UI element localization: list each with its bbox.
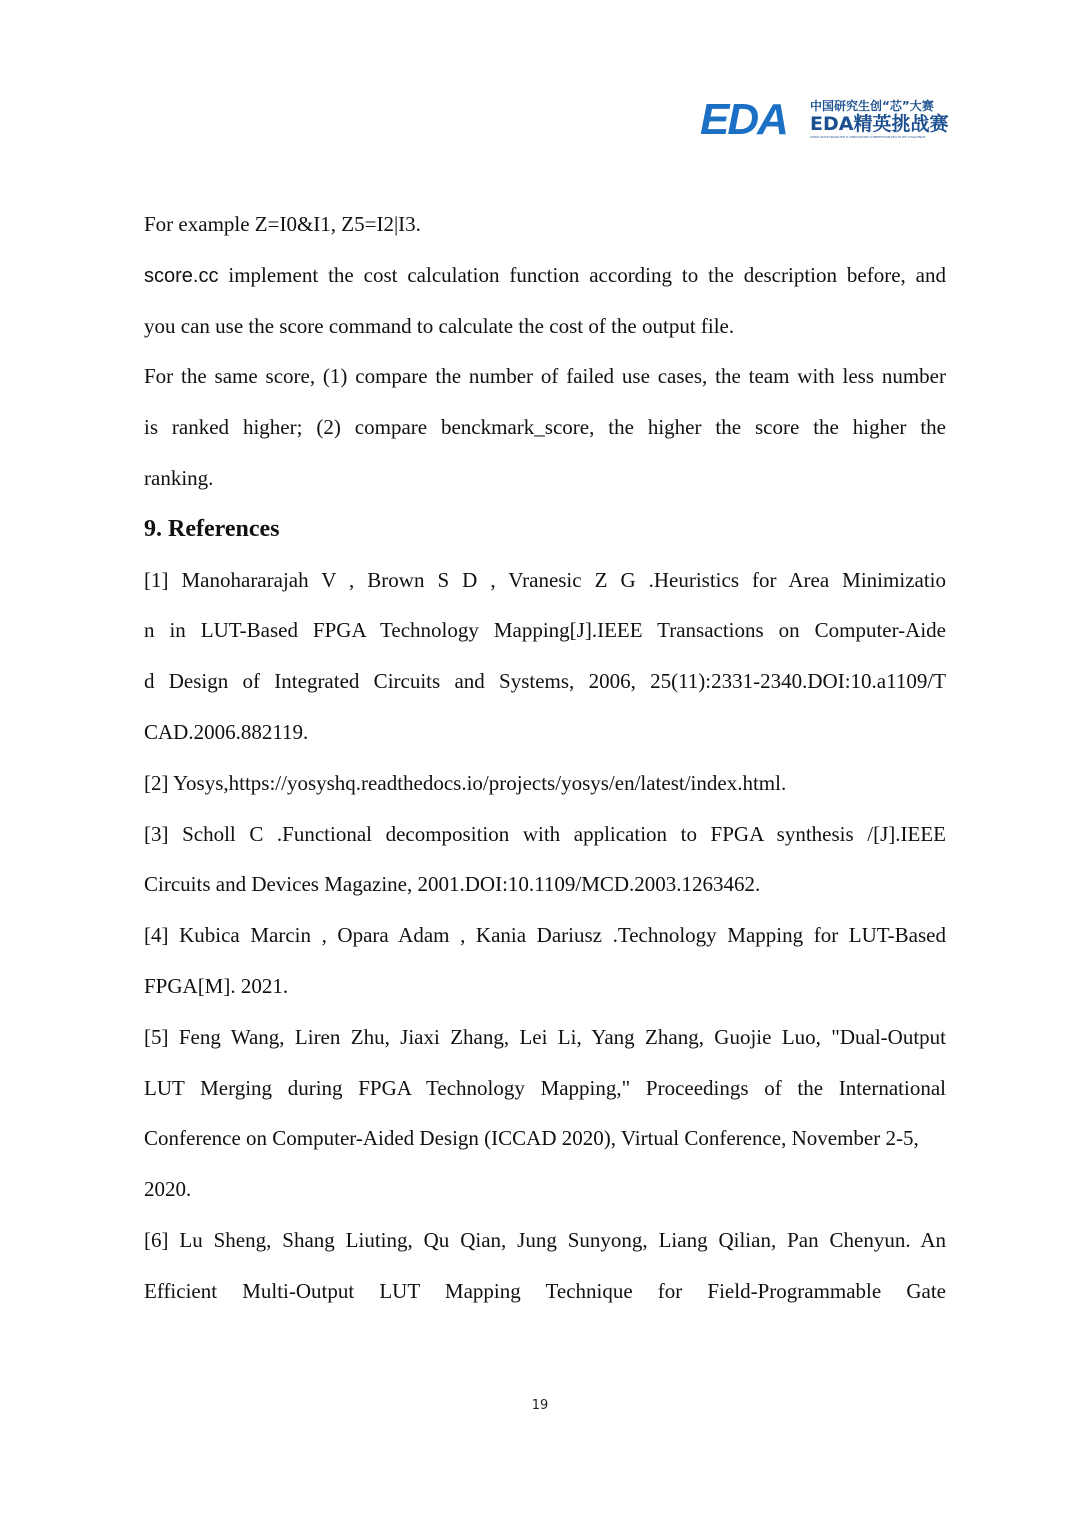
logo-chinese-line1: 中国研究生创“芯”大赛 [810, 99, 934, 113]
reference-1-line2: n in LUT-Based FPGA Technology Mapping[J].IEEE Transactions on Computer-Aide [144, 618, 946, 643]
reference-5-line3: Conference on Computer-Aided Design (ICCAD 2020), Virtual Conference, November 2-5, [144, 1126, 919, 1151]
reference-4-line2: FPGA[M]. 2021. [144, 973, 289, 998]
reference-1-line1: [1] Manohararajah V , Brown S D , Vranesic Z G .Heuristics for Area Minimizatio [144, 567, 946, 592]
reference-3-line1: [3] Scholl C .Functional decomposition with application to FPGA synthesis /[J].IEEE [144, 821, 946, 846]
reference-1-line3: d Design of Integrated Circuits and Systems, 2006, 25(11):2331-2340.DOI:10.a1109/T [144, 669, 946, 694]
score-paragraph-text: implement the cost calculation function according to the description before, and [218, 262, 946, 287]
reference-5-line1: [5] Feng Wang, Liren Zhu, Jiaxi Zhang, Lei Li, Yang Zhang, Guojie Luo, "Dual-Output [144, 1024, 946, 1049]
reference-3-line2: Circuits and Devices Magazine, 2001.DOI:10.1109/MCD.2003.1263462. [144, 872, 761, 897]
ranking-paragraph-line2: is ranked higher; (2) compare benckmark_score, the higher the score the higher the [144, 415, 946, 440]
competition-logo [700, 95, 950, 144]
reference-5-line2: LUT Merging during FPGA Technology Mapping," Proceedings of the International [144, 1075, 946, 1100]
ranking-paragraph-line3: ranking. [144, 465, 214, 490]
example-line: For example Z=I0&I1, Z5=I2|I3. [144, 212, 421, 236]
score-paragraph-line1 [144, 250, 946, 301]
score-paragraph-line2: you can use the score command to calculate the cost of the output file. [144, 313, 735, 338]
logo-english-line: CHINA POSTGRADUATE IC INNOVATION COMPETITION·EDA ELITE CHALLENGE [810, 135, 926, 139]
reference-6-line2: Efficient Multi-Output LUT Mapping Technique for Field-Programmable Gate [144, 1278, 946, 1303]
ranking-paragraph-line1: For the same score, (1) compare the number of failed use cases, the team with less number [144, 364, 946, 389]
references-heading: 9. References [144, 515, 280, 542]
eda-logo-mark: EDA [700, 95, 787, 144]
reference-6-line1: [6] Lu Sheng, Shang Liuting, Qu Qian, Jung Sunyong, Liang Qilian, Pan Chenyun. An [144, 1227, 946, 1252]
reference-5-line4: 2020. [144, 1177, 192, 1202]
reference-2-line1: [2] Yosys,https://yosyshq.readthedocs.io/projects/yosys/en/latest/index.html. [144, 770, 787, 795]
reference-4-line1: [4] Kubica Marcin , Opara Adam , Kania Dariusz .Technology Mapping for LUT-Based [144, 923, 946, 948]
page-content [144, 199, 946, 1317]
page-number: 19 [531, 1398, 549, 1413]
score-filename: score.cc [144, 264, 219, 287]
logo-chinese-line2: EDA精英挑战赛 [810, 113, 949, 135]
reference-1-line4: CAD.2006.882119. [144, 719, 309, 744]
